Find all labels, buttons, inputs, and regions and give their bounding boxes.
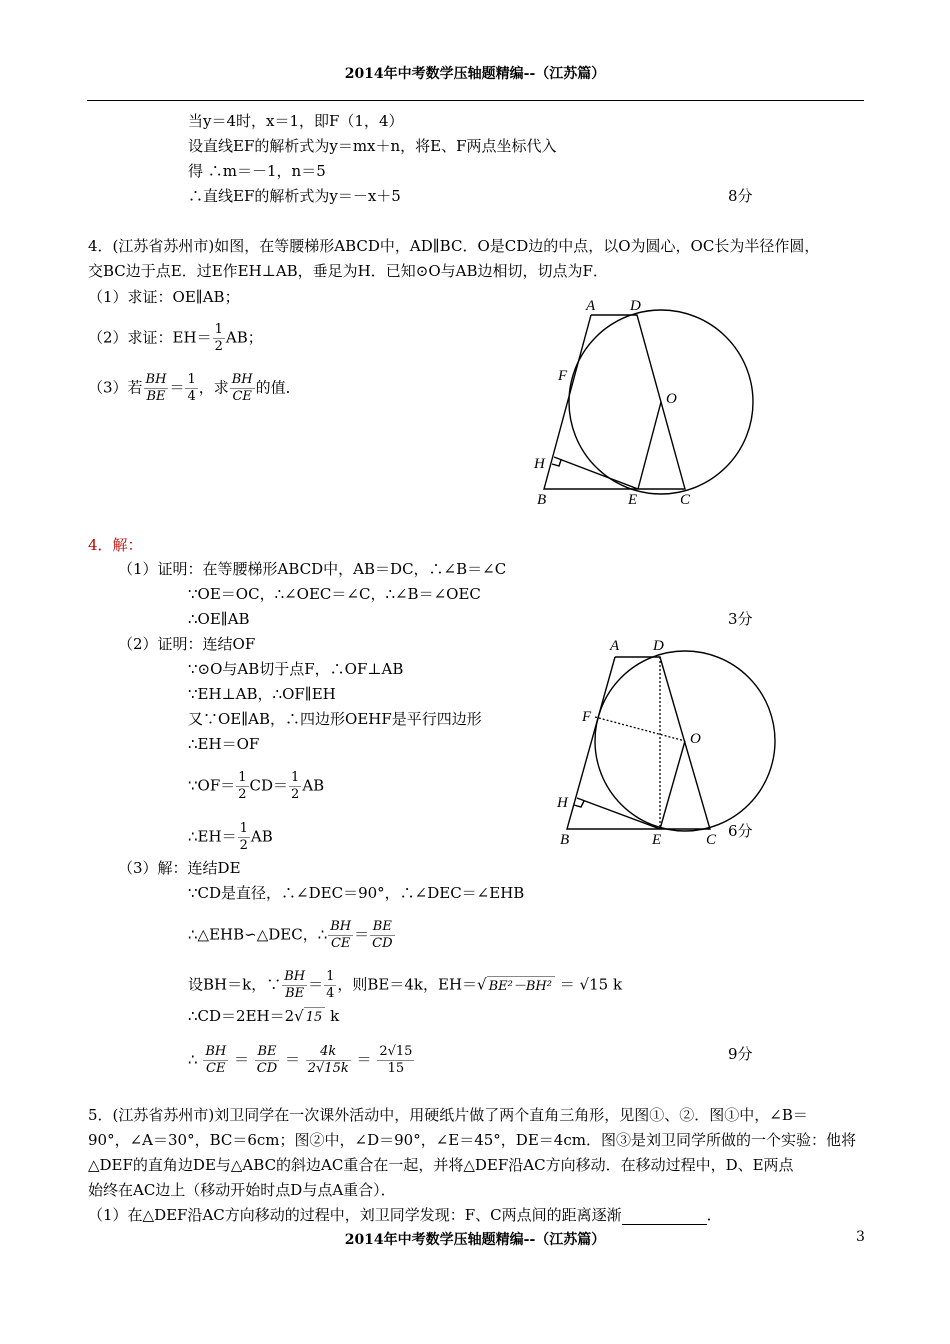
- svg-text:H: H: [534, 456, 545, 472]
- segment-oe: [638, 402, 661, 489]
- segment-of-dotted: [595, 717, 685, 741]
- svg-text:A: A: [610, 638, 620, 654]
- sol-3a: （3）解：连结DE: [118, 859, 241, 877]
- svg-text:O: O: [666, 391, 677, 407]
- prev-line-4: ∴直线EF的解析式为y＝－x＋5: [188, 187, 401, 205]
- sol-3c: ∴△EHB∽△DEC，∴ $\frac{BH}{CE}$ ＝ $\frac{BE}{CD}$: [188, 919, 393, 951]
- score-6: 6分: [728, 822, 753, 840]
- trapezoid-abcd: [544, 315, 685, 489]
- sol-3d: 设BH＝k，∵ $\frac{BH}{BE}$ ＝ $\frac{1}{4}$ ，则BE＝4k，EH＝√ BE²－BH² ＝ √15 k: [188, 969, 623, 1001]
- segment-oe-2: [660, 741, 685, 829]
- svg-text:F: F: [582, 709, 592, 725]
- q5-line-5: （1）在△DEF沿AC方向移动的过程中，刘卫同学发现：F、C两点间的距离逐渐 ．: [88, 1206, 722, 1224]
- right-angle-mark-h-2: [574, 801, 584, 807]
- right-angle-mark-h: [552, 460, 561, 466]
- sol-2e: ∴EH＝OF: [188, 735, 260, 753]
- q5-line-4: 始终在AC边上（移动开始时点D与点A重合）．: [88, 1181, 396, 1199]
- svg-text:E: E: [628, 492, 638, 508]
- sol-2d: 又∵OE∥AB，∴四边形OEHF是平行四边形: [188, 710, 482, 728]
- page-number: 3: [856, 1229, 865, 1245]
- prev-score: 8分: [728, 187, 753, 205]
- trapezoid-abcd-2: [567, 657, 710, 829]
- prev-line-1: 当y＝4时，x＝1，即F（1，4）: [188, 112, 404, 130]
- svg-text:H: H: [557, 795, 568, 811]
- fraction-half: $\frac{1}{2}$: [214, 322, 223, 354]
- sol-1b: ∵OE＝OC，∴∠OEC＝∠C，∴∠B＝∠OEC: [188, 585, 481, 603]
- q5-line-1: 5．(江苏省苏州市)刘卫同学在一次课外活动中，用硬纸片做了两个直角三角形，见图①、②．图①中，∠B＝: [88, 1106, 808, 1124]
- sol-2b: ∵⊙O与AB切于点F，∴OF⊥AB: [188, 660, 404, 678]
- q5-line-3: △DEF的直角边DE与△ABC的斜边AC重合在一起，并将△DEF沿AC方向移动．在移动过程中，D、E两点: [88, 1156, 794, 1174]
- solution-title: 4．解：: [88, 536, 143, 554]
- answer-blank[interactable]: [622, 1209, 707, 1225]
- page-header: 2014年中考数学压轴题精编--（江苏篇）: [344, 66, 606, 82]
- fraction-bh-ce: $\frac{BH}{CE}$: [231, 372, 253, 404]
- svg-text:B: B: [560, 832, 570, 848]
- prev-line-2: 设直线EF的解析式为y＝mx＋n，将E、F两点坐标代入: [188, 137, 557, 155]
- svg-text:E: E: [652, 832, 662, 848]
- sol-1a: （1）证明：在等腰梯形ABCD中，AB＝DC，∴∠B＝∠C: [118, 560, 507, 578]
- score-9: 9分: [728, 1045, 753, 1063]
- svg-text:O: O: [690, 731, 701, 747]
- figure-trapezoid-circle: [525, 290, 765, 515]
- fraction-quarter: $\frac{1}{4}$: [187, 372, 196, 404]
- fraction-bh-be: $\frac{BH}{BE}$: [145, 372, 167, 404]
- q4-part-1: （1）求证：OE∥AB；: [88, 288, 240, 306]
- svg-text:C: C: [706, 832, 717, 848]
- score-3: 3分: [728, 610, 753, 628]
- sol-3e: ∴CD＝2EH＝2√ 15 k: [188, 1006, 339, 1028]
- sol-3f: ∴ $\frac{BH}{CE}$ ＝ $\frac{BE}{CD}$ ＝ $\frac{4k}{2√15k}$ ＝ $\frac{2√15}{15}$: [188, 1044, 413, 1076]
- q4-stem-line-1: 4．(江苏省苏州市)如图，在等腰梯形ABCD中，AD∥BC．O是CD边的中点，以O为圆心，OC长为半径作圆，: [88, 237, 820, 255]
- svg-text:C: C: [680, 492, 691, 508]
- q4-stem-line-2: 交BC边于点E．过E作EH⊥AB，垂足为H．已知⊙O与AB边相切，切点为F．: [88, 262, 608, 280]
- sol-2a: （2）证明：连结OF: [118, 635, 256, 653]
- header-rule: [87, 100, 864, 101]
- prev-line-3: 得 ∴m＝－1，n＝5: [188, 162, 326, 180]
- sol-2c: ∵EH⊥AB，∴OF∥EH: [188, 685, 336, 703]
- q4-part-2: （2）求证：EH＝ $\frac{1}{2}$ AB；: [88, 322, 263, 354]
- q5-line-2: 90°，∠A＝30°，BC＝6cm；图②中，∠D＝90°，∠E＝45°，DE＝4cm．图③是刘卫同学所做的一个实验：他将: [88, 1131, 856, 1149]
- figure-solution: [550, 630, 790, 850]
- segment-eh: [554, 457, 638, 489]
- svg-text:D: D: [630, 298, 641, 314]
- svg-text:F: F: [558, 368, 568, 384]
- sol-2g: ∴EH＝ $\frac{1}{2}$ AB: [188, 821, 273, 853]
- q4-part-3: （3）若 $\frac{BH}{BE}$ ＝ $\frac{1}{4}$ ，求 $\frac{BH}{CE}$ 的值．: [88, 372, 301, 404]
- sol-2f: ∵OF＝ $\frac{1}{2}$ CD＝ $\frac{1}{2}$ AB: [188, 770, 325, 802]
- sol-1c: ∴OE∥AB: [188, 610, 250, 628]
- svg-text:B: B: [537, 492, 547, 508]
- svg-text:D: D: [653, 638, 664, 654]
- svg-text:A: A: [586, 298, 596, 314]
- page-footer: 2014年中考数学压轴题精编--（江苏篇）: [344, 1232, 606, 1248]
- sol-3b: ∵CD是直径，∴∠DEC＝90°，∴∠DEC＝∠EHB: [188, 884, 525, 902]
